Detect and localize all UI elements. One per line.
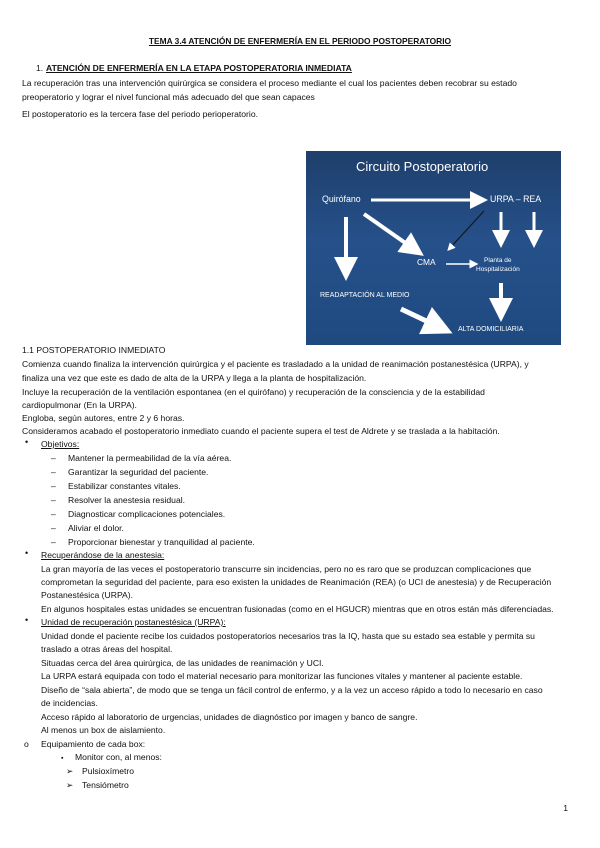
unidad-line: Al menos un box de aislamiento.	[41, 725, 166, 735]
recuperandose-line: comprometan la seguridad del paciente, para eso existen la unidades de Reanimación (REA) (o UCI de anestesia) y de Recuperación	[41, 577, 552, 587]
equipamiento-label: Equipamiento de cada box:	[41, 739, 146, 749]
bullet-dot: •	[25, 437, 29, 447]
dash-marker: –	[51, 467, 56, 477]
unidad-line: traslado a otras áreas del hospital.	[41, 644, 173, 654]
unidad-line: Acceso rápido al laboratorio de urgencias, unidades de diagnóstico por imagen y banco de sangre.	[41, 712, 418, 722]
section-1-1-heading: 1.1 POSTOPERATORIO INMEDIATO	[22, 345, 166, 355]
diagram-label-hospitalizacion: Hospitalización	[476, 266, 520, 273]
section-1-1-line: cardiopulmonar (En la URPA).	[22, 400, 137, 410]
monitor-item: Tensiómetro	[82, 780, 129, 790]
dash-marker: –	[51, 481, 56, 491]
dash-marker: –	[51, 509, 56, 519]
unidad-line: Unidad donde el paciente recibe los cuidados postoperatorios necesarios tras la IQ, hasta que su estado sea estable y permita su	[41, 631, 535, 641]
objetivo-item: Estabilizar constantes vitales.	[68, 481, 181, 491]
section-1-paragraph-line: La recuperación tras una intervención quirúrgica se considera el proceso mediante el cual los pacientes deben recobrar su estado	[22, 78, 517, 88]
diagram-title: Circuito Postoperatorio	[356, 159, 489, 174]
section-1-1-line: Comienza cuando finaliza la intervención quirúrgica y el paciente es trasladado a la unidad de reanimación postanestésica (URPA), y	[22, 359, 529, 369]
section-1-number: 1.	[36, 63, 44, 73]
page-number: 1	[563, 803, 568, 813]
unidad-line: Situadas cerca del área quirúrgica, de las unidades de reanimación y UCI.	[41, 658, 324, 668]
arrow-marker: ➢	[66, 766, 74, 776]
recuperandose-line: En algunos hospitales estas unidades se encuentran fusionadas (como en el HGUCR) mientras que en otros están más diferenciadas.	[41, 604, 554, 614]
arrow-quirofano-cma	[364, 214, 414, 249]
unidad-line: Diseño de “sala abierta”, de modo que se tenga un fácil control de enfermo, y a la vez un acceso rápido a todo lo necesario en caso	[41, 685, 543, 695]
diagram-label-planta: Planta de	[484, 257, 512, 264]
objetivo-item: Garantizar la seguridad del paciente.	[68, 467, 209, 477]
document-title: TEMA 3.4 ATENCIÓN DE ENFERMERÍA EN EL PERIODO POSTOPERATORIO	[148, 36, 452, 46]
diagram-label-cma: CMA	[417, 257, 436, 267]
diagram-label-urpa-rea: URPA – REA	[490, 194, 542, 204]
diagram-label-quirofano: Quirófano	[322, 194, 361, 204]
unidad-label: Unidad de recuperación postanestésica (URPA):	[41, 617, 226, 627]
objetivo-item: Mantener la permeabilidad de la vía aérea.	[68, 453, 232, 463]
recuperandose-line: La gran mayoría de las veces el postoperatorio transcurre sin incidencias, pero no es raro que se produzcan complicaciones que	[41, 564, 532, 574]
objetivo-item: Diagnosticar complicaciones potenciales.	[68, 509, 226, 519]
unidad-line: de incidencias.	[41, 698, 98, 708]
section-1-paragraph-line: preoperatorio y lograr el nivel funcional más adecuado del que sean capaces	[22, 92, 315, 102]
objetivo-item: Resolver la anestesia residual.	[68, 495, 186, 505]
objetivo-item: Aliviar el dolor.	[68, 523, 124, 533]
dash-marker: –	[51, 495, 56, 505]
arrow-readaptacion-alta	[401, 309, 439, 327]
square-marker: ▪	[61, 755, 64, 762]
bullet-dot: •	[25, 615, 29, 625]
postoperative-circuit-diagram	[306, 151, 561, 345]
dash-marker: –	[51, 453, 56, 463]
section-1-1-line: Engloba, según autores, entre 2 y 6 horas.	[22, 413, 185, 423]
section-1-1-line: Consideramos acabado el postoperatorio inmediato cuando el paciente supera el test de Aldrete y se traslada a la habitación.	[22, 426, 500, 436]
arrow-urpa-cma	[450, 211, 484, 248]
dash-marker: –	[51, 523, 56, 533]
diagram-label-readaptacion: READAPTACIÓN AL MEDIO	[320, 292, 410, 299]
diagram-label-alta-domiciliaria: ALTA DOMICILIARIA	[458, 326, 524, 333]
bullet-dot: •	[25, 548, 29, 558]
arrow-marker: ➢	[66, 780, 74, 790]
objetivos-label: Objetivos:	[41, 439, 80, 449]
monitor-label: Monitor con, al menos:	[75, 752, 162, 762]
section-1-1-line: finaliza una vez que este es dado de alta de la URPA y llega a la planta de hospitalización.	[22, 373, 367, 383]
recuperandose-label: Recuperándose de la anestesia:	[41, 550, 165, 560]
circle-marker: o	[24, 739, 29, 749]
diagram-arrows	[306, 151, 561, 345]
recuperandose-line: Postanestésica (URPA).	[41, 590, 134, 600]
dash-marker: –	[51, 537, 56, 547]
section-1-heading: ATENCIÓN DE ENFERMERÍA EN LA ETAPA POSTOPERATORIA INMEDIATA	[46, 63, 352, 73]
monitor-item: Pulsioxímetro	[82, 766, 135, 776]
section-1-1-line: Incluye la recuperación de la ventilación espontanea (en el quirófano) y recuperación de la consciencia y de la estabilidad	[22, 387, 485, 397]
section-1-paragraph: El postoperatorio es la tercera fase del periodo perioperatorio.	[22, 109, 258, 119]
objetivo-item: Proporcionar bienestar y tranquilidad al paciente.	[68, 537, 255, 547]
unidad-line: La URPA estará equipada con todo el material necesario para monitorizar las funciones vitales y mantener al paciente estable.	[41, 671, 523, 681]
